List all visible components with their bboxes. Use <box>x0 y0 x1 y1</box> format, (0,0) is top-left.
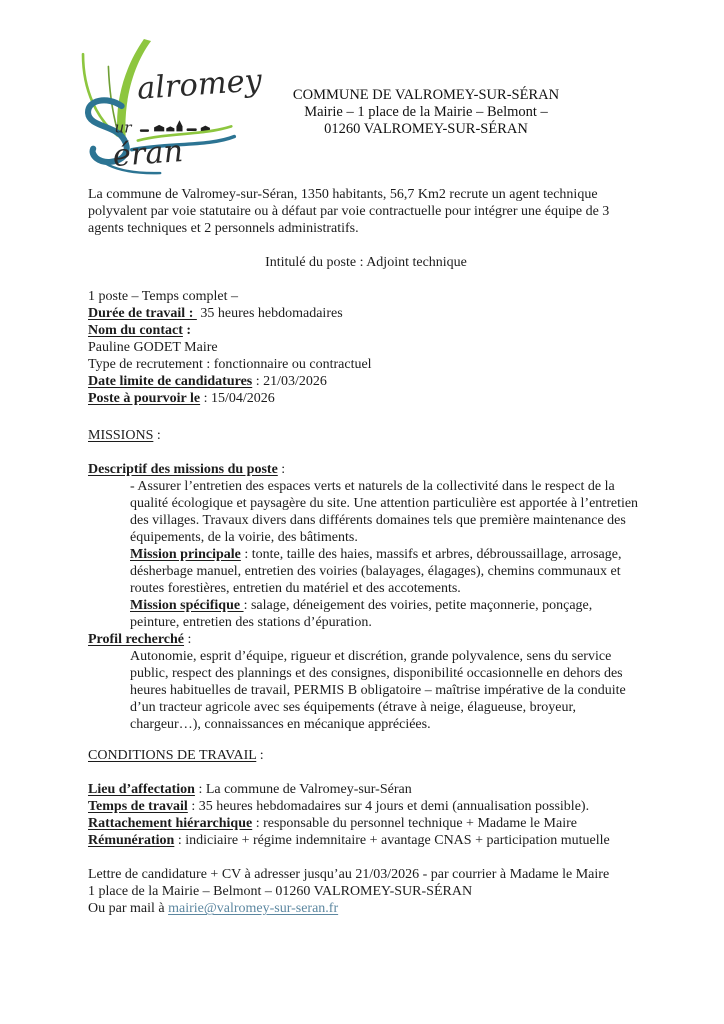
descriptif-heading-colon: : <box>277 462 286 477</box>
logo-word-eran: éran <box>111 134 185 174</box>
commune-street-line: Mairie – 1 place de la Mairie – Belmont – <box>304 104 548 120</box>
missions-heading-colon: : <box>153 428 161 443</box>
profil-text: Autonomie, esprit d’équipe, rigueur et discrétion, grande polyvalence, sens du service public, respect des plannings et des consignes, disponibilité occasionnelle en dehors des heures habituelles de travail, PERMIS B obligatoire – maîtrise impérative de la conduite d’un tracteur agricole avec ses équipements (étrave à neige, élagueuse, broyeur, chargeur…), connaissances en mécanique appréciées. <box>130 649 630 732</box>
commune-address-block <box>252 87 600 138</box>
poste-pourvoir-label: Poste à pourvoir le <box>88 391 201 406</box>
document-body <box>88 186 644 917</box>
application-line2: 1 place de la Mairie – Belmont – 01260 VALROMEY-SUR-SÉRAN <box>88 884 473 899</box>
missions-block <box>88 461 644 733</box>
email-link[interactable]: mairie@valromey-sur-seran.fr <box>168 901 339 916</box>
missions-heading <box>88 427 644 444</box>
intro-paragraph: La commune de Valromey-sur-Séran, 1350 habitants, 56,7 Km2 recrute un agent technique polyvalent par voie statutaire ou à défaut par voie contractuelle pour intégrer une équipe de 3 agents techniques et 2 personnels administratifs. <box>88 187 613 236</box>
nom-contact-label: Nom du contact <box>88 323 183 338</box>
poste-count-line: 1 poste – Temps complet – <box>88 289 239 304</box>
poste-pourvoir-value: : 15/04/2026 <box>200 391 275 406</box>
remuneration-line <box>88 832 644 849</box>
profil-heading-label: Profil recherché <box>88 632 185 647</box>
duree-travail-line <box>88 305 644 322</box>
commune-postcode-line: 01260 VALROMEY-SUR-SÉRAN <box>324 121 528 137</box>
lieu-affectation-label: Lieu d’affectation <box>88 782 195 797</box>
lieu-affectation-line <box>88 781 644 798</box>
job-title-line: Intitulé du poste : Adjoint technique <box>265 255 467 270</box>
date-limite-line <box>88 373 644 390</box>
mission-principale-text: : tonte, taille des haies, massifs et arbres, débroussaillage, arrosage, désherbage manuel, entretien des voiries (balayages, élagages), chemins communaux et routes forestières, entretien du matériel et des accotements. <box>130 547 625 596</box>
logo-word-alromey: alromey <box>135 63 263 107</box>
remuneration-value: : indiciaire + régime indemnitaire + avantage CNAS + participation mutuelle <box>174 833 610 848</box>
mission-specifique-label: Mission spécifique <box>130 598 244 613</box>
conditions-heading-label: CONDITIONS DE TRAVAIL <box>88 748 257 763</box>
poste-pourvoir-line <box>88 390 644 407</box>
nom-contact-line <box>88 322 644 339</box>
date-limite-label: Date limite de candidatures <box>88 374 253 389</box>
descriptif-heading-label: Descriptif des missions du poste <box>88 462 278 477</box>
duree-travail-label: Durée de travail : <box>88 306 197 321</box>
commune-name-line: COMMUNE DE VALROMEY-SUR-SÉRAN <box>292 87 560 103</box>
logo-village-silhouette-icon <box>140 120 210 132</box>
rattachement-line <box>88 815 644 832</box>
application-block <box>88 866 644 917</box>
date-limite-value: : 21/03/2026 <box>252 374 327 389</box>
duree-travail-value: 35 heures hebdomadaires <box>196 306 343 321</box>
profil-heading <box>88 631 644 648</box>
mission-specifique-text: : salage, déneigement des voiries, petite maçonnerie, ponçage, peinture, entretien des stations d’épuration. <box>130 598 596 630</box>
conditions-block <box>88 781 644 849</box>
mission-principale-paragraph <box>130 546 644 597</box>
application-mail-line <box>88 900 644 917</box>
descriptif-heading <box>88 461 644 478</box>
commune-logo-graphic <box>60 38 263 174</box>
conditions-heading-colon: : <box>256 748 264 763</box>
temps-travail-label: Temps de travail <box>88 799 188 814</box>
type-recrutement-line: Type de recrutement : fonctionnaire ou contractuel <box>88 357 372 372</box>
mail-prefix: Ou par mail à <box>88 901 169 916</box>
nom-contact-colon: : <box>182 323 192 338</box>
temps-travail-value: : 35 heures hebdomadaires sur 4 jours et demi (annualisation possible). <box>187 799 590 814</box>
mission-principale-label: Mission principale <box>130 547 241 562</box>
lieu-affectation-value: : La commune de Valromey-sur-Séran <box>194 782 412 797</box>
profil-heading-colon: : <box>184 632 192 647</box>
logo-word-ur: ur <box>114 118 132 137</box>
descriptif-text: - Assurer l’entretien des espaces verts et naturels de la collectivité dans le respect de la qualité écologique et paysagère du site. Une attention particulière est apportée à l’entretien des villages. Travaux divers dans différents domaines tels que première maintenance des équipements, de la voirie, des bâtiments. <box>130 479 642 545</box>
application-line1: Lettre de candidature + CV à adresser jusqu’au 21/03/2026 - par courrier à Madame le Maire <box>88 867 610 882</box>
remuneration-label: Rémunération <box>88 833 175 848</box>
mission-specifique-paragraph <box>130 597 644 631</box>
commune-logo <box>60 38 263 174</box>
contact-name-line: Pauline GODET Maire <box>88 340 218 355</box>
job-details-block <box>88 288 644 407</box>
missions-heading-label: MISSIONS <box>88 428 154 443</box>
rattachement-label: Rattachement hiérarchique <box>88 816 253 831</box>
rattachement-value: : responsable du personnel technique + Madame le Maire <box>252 816 577 831</box>
temps-travail-line <box>88 798 644 815</box>
conditions-heading <box>88 747 644 764</box>
